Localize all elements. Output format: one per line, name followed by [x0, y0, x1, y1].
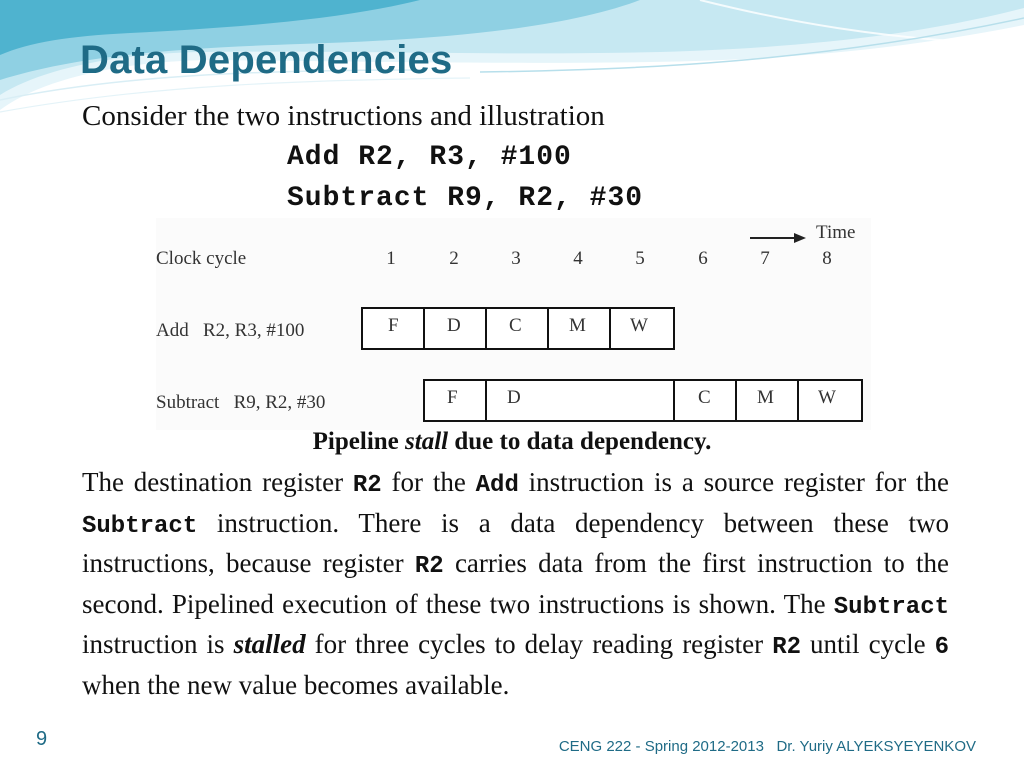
cycle-number-8: 8 [822, 248, 832, 269]
time-label: Time [816, 222, 856, 243]
add-stage-d: D [423, 307, 488, 350]
cycle-number-2: 2 [449, 248, 459, 269]
time-arrow-icon [750, 232, 806, 244]
add-stage-w: W [609, 307, 675, 350]
subtract-stage-f: F [423, 379, 488, 422]
add-stage-c: C [485, 307, 550, 350]
cycle-number-5: 5 [635, 248, 645, 269]
cycle-number-7: 7 [760, 248, 770, 269]
slide-title: Data Dependencies [80, 38, 453, 82]
diagram-caption: Pipeline stall due to data dependency. [312, 428, 712, 455]
row-label-subtract: Subtract R9, R2, #30 [156, 392, 326, 413]
subtract-stage-m: M [735, 379, 800, 422]
cycle-number-1: 1 [386, 248, 396, 269]
add-stage-m: M [547, 307, 612, 350]
footer-text: CENG 222 - Spring 2012-2013 Dr. Yuriy ALYEKSYEYENKOV [558, 738, 976, 755]
code-line-subtract: Subtract R9, R2, #30 [287, 183, 644, 214]
cycle-number-3: 3 [511, 248, 521, 269]
subtract-stage-c: C [673, 379, 738, 422]
clock-cycle-label: Clock cycle [156, 248, 247, 269]
pipeline-diagram [156, 218, 871, 430]
row-label-add: Add R2, R3, #100 [156, 320, 305, 341]
cycle-number-6: 6 [698, 248, 708, 269]
subtract-stage-d: D [485, 379, 676, 422]
page-number: 9 [36, 728, 48, 750]
intro-text: Consider the two instructions and illustration [82, 100, 605, 132]
code-line-add: Add R2, R3, #100 [287, 142, 572, 173]
cycle-number-4: 4 [573, 248, 583, 269]
subtract-stage-w: W [797, 379, 863, 422]
add-stage-f: F [361, 307, 426, 350]
explanation-paragraph: The destination register R2 for the Add instruction is a source register for the Subtract instruction. There is a data dependency between these two instructions, because register R2 carries data from the first instruction to the second. Pipelined execution of these two instructions is shown. The Subtract instruction is stalled for three cycles to delay reading register R2 until cycle 6 when the new value becomes available. [82, 467, 949, 700]
